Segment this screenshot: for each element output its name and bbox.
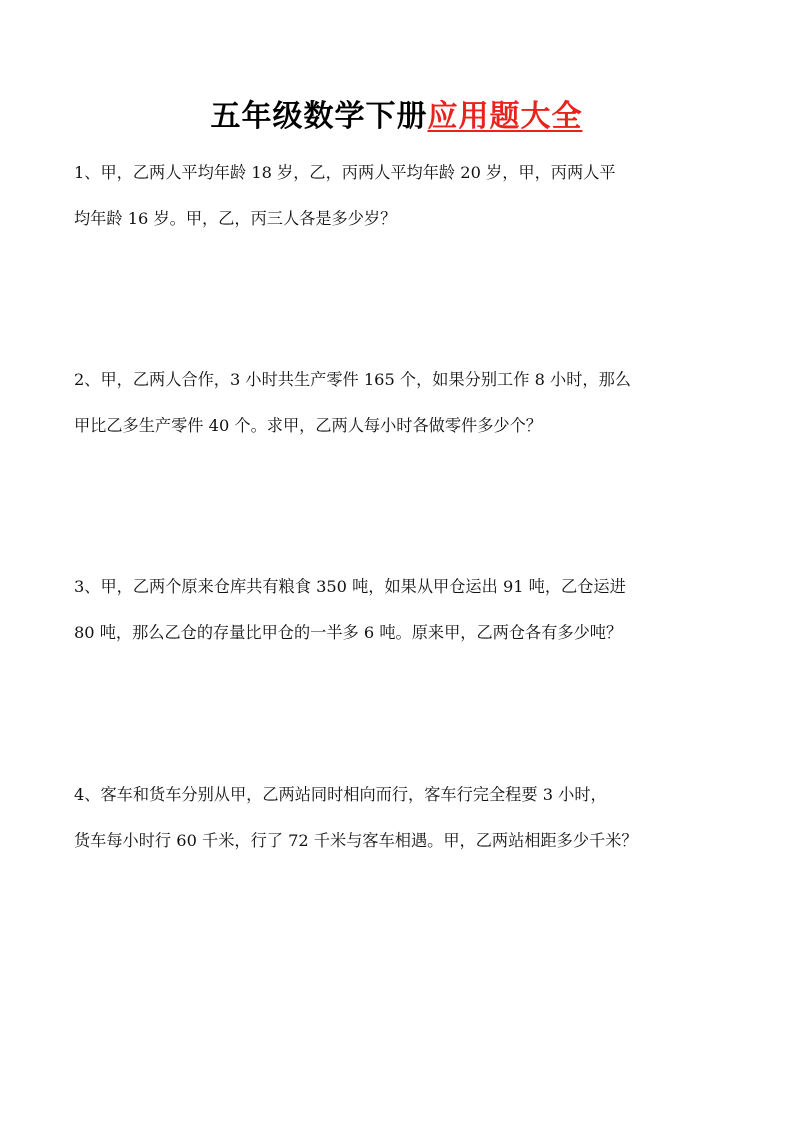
title-main-text: 五年级数学下册 [210,99,428,134]
question-3-line-1: 3、甲，乙两个原来仓库共有粮食 350 吨，如果从甲仓运出 91 吨，乙仓运进 [74,577,626,596]
question-1-line-1: 1、甲，乙两人平均年龄 18 岁，乙，丙两人平均年龄 20 岁，甲，丙两人平 [74,163,616,182]
question-4-line-2: 货车每小时行 60 千米，行了 72 千米与客车相遇。甲，乙两站相距多少千米？ [74,831,638,850]
question-2 [74,357,726,449]
question-2-line-1: 2、甲，乙两人合作，3 小时共生产零件 165 个，如果分别工作 8 小时，那么 [74,370,631,389]
question-4-line-1: 4、客车和货车分别从甲，乙两站同时相向而行，客车行完全程要 3 小时， [74,785,607,804]
question-3-line-2: 80 吨，那么乙仓的存量比甲仓的一半多 6 吨。原来甲，乙两仓各有多少吨？ [74,623,623,642]
title-accent-text: 应用题大全 [427,99,583,134]
question-3 [74,564,726,656]
question-1 [74,150,726,242]
question-1-line-2: 均年龄 16 岁。甲，乙，丙三人各是多少岁？ [74,209,397,228]
question-4 [74,772,726,864]
page-title [0,94,793,140]
question-2-line-2: 甲比乙多生产零件 40 个。求甲，乙两人每小时各做零件多少个？ [74,416,542,435]
